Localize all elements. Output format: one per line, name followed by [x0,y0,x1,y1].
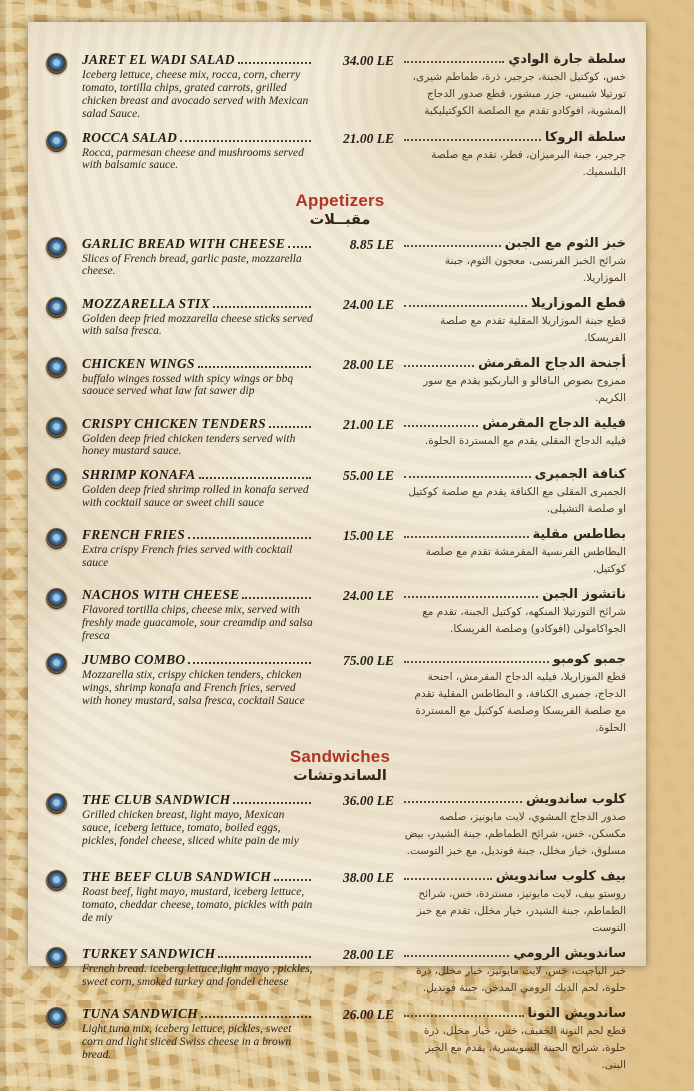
item-name-row-arabic [400,1006,626,1021]
menu-item-row [46,52,634,121]
item-price: 28.00 LE [342,946,394,962]
item-name-row [82,587,314,603]
item-arabic-block [400,416,634,450]
item-english-block [82,467,314,510]
item-name-english: CHICKEN WINGS [82,355,195,371]
menu-item-row [46,467,634,518]
dotted-leader [274,879,311,881]
section-header [46,747,634,784]
item-name-arabic: سلطة جارة الوادي [508,52,626,67]
dotted-leader [238,62,311,64]
dotted-leader-arabic [404,661,549,663]
item-description-english: French bread. iceberg lettuce,light mayo , pickles, sweet corn, smoked turkey and fondel cheese [82,962,313,988]
section-title-english: Sandwiches [289,746,391,766]
item-name-row [82,946,314,962]
item-english-block [82,356,314,399]
medallion-bullet-icon [46,131,67,152]
item-arabic-block [400,792,634,860]
menu-item-row [46,527,634,578]
item-description-arabic: شرائح التورتيلا المنكهه، كوكتيل الجبنة، تقدم مع الجواكامولى (افوكادو) وصلصة الفريسكا. [422,606,626,636]
item-name-row [82,652,314,668]
item-name-row-arabic [400,467,626,482]
item-description-english: Slices of French bread, garlic paste, mozzarella cheese. [82,252,302,278]
item-arabic-block [400,356,634,407]
item-name-row [82,1006,314,1022]
item-description-arabic: البطاطس الفرنسية المقرمشة تقدم مع صلصة كوكتيل. [425,546,626,576]
item-name-arabic: ساندويش التونا [527,1005,626,1021]
item-name-english: THE BEEF CLUB SANDWICH [82,868,272,884]
item-name-row-arabic [400,296,626,311]
item-english-block [82,527,314,570]
item-name-row-arabic [400,946,626,961]
item-description-arabic: الجمبرى المقلى مع الكنافة يقدم مع صلصة كوكتيل او صلصة التشيلى. [408,486,626,516]
item-name-arabic: سلطة الروكا [544,129,626,145]
item-english-block [82,52,314,121]
dotted-leader [199,477,311,479]
item-arabic-block [400,1006,634,1074]
item-name-row [82,869,314,885]
menu-item-row [46,1006,634,1074]
dotted-leader-arabic [404,425,478,427]
item-description-arabic: فيليه الدجاج المقلى يقدم مع المستردة الحلوة. [424,434,626,447]
item-price: 24.00 LE [342,296,394,312]
dotted-leader-arabic [404,878,492,880]
item-arabic-block [400,467,634,518]
item-english-block [82,416,314,459]
item-english-block [82,652,314,708]
medallion-bullet-icon [46,237,67,258]
dotted-leader-arabic [404,305,527,307]
item-description-arabic: شرائح الخبز الفرنسى، معجون الثوم، جبنة الموزاريلا. [444,254,626,284]
section-title-english: Appetizers [295,190,385,210]
menu-item-row [46,946,634,997]
item-description-arabic: قطع لحم التونة الخفيف، خس، خيار مخلل، ذرة حلوة، شرائح الجبنة السويسرية، يقدم مع الخبز البنى. [423,1024,626,1071]
menu-item-row [46,236,634,287]
dotted-leader [180,140,311,142]
dotted-leader-arabic [404,476,531,478]
item-name-english: FRENCH FRIES [82,527,186,543]
item-description-english: Roast beef, light mayo, mustard, iceberg lettuce, tomato, cheddar cheese, tomato, pickles with pain de miy [82,885,313,924]
item-price: 26.00 LE [342,1006,394,1022]
item-name-arabic: كنافة الجمبرى [534,467,626,483]
item-price: 28.00 LE [342,356,394,372]
dotted-leader-arabic [404,536,529,538]
item-name-row-arabic [400,130,626,145]
item-description-arabic: ممزوج بصوص البافالو و الباربكيو يقدم مع سور الكريم. [423,374,626,404]
item-english-block [82,236,314,279]
item-description-english: Golden deep fried chicken tenders served with honey mustard sauce. [82,432,296,458]
item-arabic-block [400,296,634,347]
item-description-arabic: خس، كوكتيل الجبنة، جرجير، ذرة، طماطم شيرى، تورتيلا شيبس، جزر مبشور، قطع صدور الدجاج المشوية، افوكادو تقدم مع الصلصة الكوكتيليكية [412,71,626,117]
item-price: 21.00 LE [342,130,394,146]
menu-item-row [46,296,634,347]
dotted-leader-arabic [404,245,501,247]
item-price: 38.00 LE [342,869,394,885]
item-price: 75.00 LE [342,652,394,668]
item-description-english: Extra crispy French fries served with cocktail sauce [82,544,293,570]
dotted-leader-arabic [404,801,522,803]
item-english-block [82,946,314,989]
menu-item-row [46,792,634,860]
section-items [46,236,634,737]
item-name-row [82,236,314,252]
item-english-block [82,869,314,925]
section-items [46,52,634,181]
dotted-leader [288,246,311,248]
medallion-bullet-icon [46,588,67,609]
item-description-english: Golden deep fried shrimp rolled in konafa served with cocktail sauce or sweet chili sauce [82,484,309,510]
section-items [46,792,634,1074]
dotted-leader [188,537,311,539]
item-arabic-block [400,52,634,120]
section-header [46,191,634,228]
dotted-leader [201,1016,311,1018]
item-description-arabic: روستو بيف، لايت مايونيز، مستردة، خس، شرائح الطماطم، جبنة الشيدر، خيار مخلل، تقدم مع خبز التوست [416,887,626,934]
item-name-row [82,130,314,146]
item-name-row [82,416,314,432]
dotted-leader-arabic [404,955,509,957]
item-name-row-arabic [400,652,626,667]
item-name-row [82,52,314,68]
menu-section [46,191,634,737]
menu-section [46,52,634,181]
menu-item-row [46,416,634,459]
dotted-leader [242,597,311,599]
item-name-arabic: بيف كلوب ساندويش [495,868,626,884]
dotted-leader-arabic [404,1015,524,1017]
item-description-english: Mozzarella stix, crispy chicken tenders, chicken wings, shrimp konafa and French fries, served with honey mustard, salsa fresca, cocktail Sauce [82,668,305,707]
dotted-leader [188,662,311,664]
item-name-row [82,467,314,483]
medallion-bullet-icon [46,528,67,549]
menu-item-row [46,130,634,181]
item-name-english: JARET EL WADI SALAD [82,52,235,67]
item-name-english: SHRIMP KONAFA [82,467,196,483]
item-arabic-block [400,130,634,181]
item-description-arabic: خبز الباجيت، خس، لايت مايونيز، خيار مخلل، ذرة حلوة، لحم الديك الرومي المدخن، جبنة فونديل. [416,964,626,994]
item-name-row-arabic [400,356,626,371]
medallion-bullet-icon [46,297,67,318]
item-name-row-arabic [400,587,626,602]
item-name-row [82,527,314,543]
item-name-arabic: أجنحة الدجاج المقرمش [478,355,626,371]
item-name-row-arabic [400,527,626,542]
item-arabic-block [400,652,634,737]
item-description-english: Iceberg lettuce, cheese mix, rocca, corn, cherry tomato, tortilla chips, grated carrots, grilled chicken breast and avocado served with Mexican salad Sauce. [82,69,309,120]
dotted-leader [213,306,311,308]
dotted-leader [218,956,311,958]
item-english-block [82,1006,314,1062]
menu-item-row [46,652,634,737]
dotted-leader [269,426,311,428]
item-name-arabic: ناتشوز الجبن [542,587,626,603]
item-name-arabic: فيلية الدجاج المقرمش [482,415,626,431]
item-english-block [82,130,314,173]
section-title-arabic: مقبــلات [309,211,371,228]
medallion-bullet-icon [46,468,67,489]
item-arabic-block [400,527,634,578]
item-description-english: Light tuna mix, iceberg lettuce, pickles, sweet corn and light sliced Swiss cheese in a brown bread. [82,1022,292,1061]
item-name-row [82,792,314,808]
item-name-english: THE CLUB SANDWICH [82,791,231,807]
medallion-bullet-icon [46,793,67,814]
item-description-english: Grilled chicken breast, light mayo, Mexican sauce, iceberg lettuce, tomato, boiled eggs, pickles, fondel cheese, sliced white pain de miy [82,808,299,847]
item-description-arabic: جرجير، جبنة البرميزان، فطر، تقدم مع صلصة البلسميك. [431,148,626,178]
item-description-arabic: قطع جبنة الموزاريلا المقلية تقدم مع صلصة الفريسكا. [440,314,626,344]
item-name-row-arabic [400,52,626,67]
medallion-bullet-icon [46,417,67,438]
item-name-english: CRISPY CHICKEN TENDERS [82,415,266,431]
item-name-row-arabic [400,416,626,431]
item-name-row-arabic [400,236,626,251]
item-name-row [82,356,314,372]
menu-item-row [46,869,634,937]
item-price: 21.00 LE [342,416,394,432]
medallion-bullet-icon [46,947,67,968]
medallion-bullet-icon [46,357,67,378]
item-price: 8.85 LE [349,236,394,252]
item-name-english: TUNA SANDWICH [82,1005,199,1021]
menu-item-row [46,356,634,407]
medallion-bullet-icon [46,870,67,891]
medallion-bullet-icon [46,1007,67,1028]
item-price: 24.00 LE [342,588,394,604]
item-arabic-block [400,946,634,997]
item-name-english: JUMBO COMBO [82,651,186,667]
item-name-english: ROCCA SALAD [82,129,178,145]
item-name-arabic: قطع الموزاريلا [531,295,626,311]
item-english-block [82,792,314,848]
menu-item-row [46,587,634,643]
item-name-english: GARLIC BREAD WITH CHEESE [82,235,286,251]
item-price: 55.00 LE [342,468,394,484]
dotted-leader-arabic [404,139,541,141]
menu-section [46,747,634,1074]
item-name-arabic: كلوب ساندويش [525,791,626,807]
item-name-arabic: ساندويش الرومي [513,945,626,961]
menu-sections [28,22,646,1091]
dotted-leader [198,366,311,368]
item-price: 34.00 LE [342,53,394,68]
item-english-block [82,296,314,339]
item-arabic-block [400,236,634,287]
item-name-row-arabic [400,869,626,884]
dotted-leader-arabic [404,365,474,367]
section-title-arabic: الساندوتشات [293,767,387,784]
item-description-english: Flavored tortilla chips, cheese mix, served with freshly made guacamole, sour creamdip and salsa fresca [82,604,313,642]
item-name-arabic: خبز الثوم مع الجبن [504,235,626,251]
item-description-arabic: قطع الموزاريلا، فيليه الدجاج المقرمش، اجنحة الدجاج، جمبرى الكنافة، و البطاطس المقلية تقدم مع صلصة الفريسكا وصلصة كوكتيل مع المستردة الحلوة. [414,670,626,734]
menu-paper [28,22,646,1071]
item-description-english: Golden deep fried mozzarella cheese sticks served with salsa fresca. [82,312,313,338]
medallion-bullet-icon [46,653,67,674]
item-description-english: Rocca, parmesan cheese and mushrooms served with balsamic sauce. [82,146,304,172]
item-name-english: TURKEY SANDWICH [82,945,216,961]
item-price: 15.00 LE [342,528,394,544]
item-english-block [82,587,314,643]
item-name-row [82,296,314,312]
item-name-arabic: بطاطس مقلية [532,527,626,543]
medallion-bullet-icon [46,53,67,74]
dotted-leader-arabic [404,61,504,63]
item-description-english: buffalo winges tossed with spicy wings or bbq saouce served what law fat sawer dip [82,372,294,398]
item-arabic-block [400,587,634,638]
item-price: 36.00 LE [342,792,394,808]
dotted-leader [233,802,311,804]
item-name-english: NACHOS WITH CHEESE [82,587,240,603]
item-name-english: MOZZARELLA STIX [82,295,210,311]
dotted-leader-arabic [404,596,538,598]
item-arabic-block [400,869,634,937]
item-name-row-arabic [400,792,626,807]
item-description-arabic: صدور الدجاج المشوي، لايت مايونيز، صلصه مكسكن، خس، شرائح الطماطم، جبنة الشيدر، بيض مسلوق، خيار مخلل، جبنة فونديل، مع خبز التوست. [404,810,626,857]
item-name-arabic: جمبو كومبو [552,651,626,667]
